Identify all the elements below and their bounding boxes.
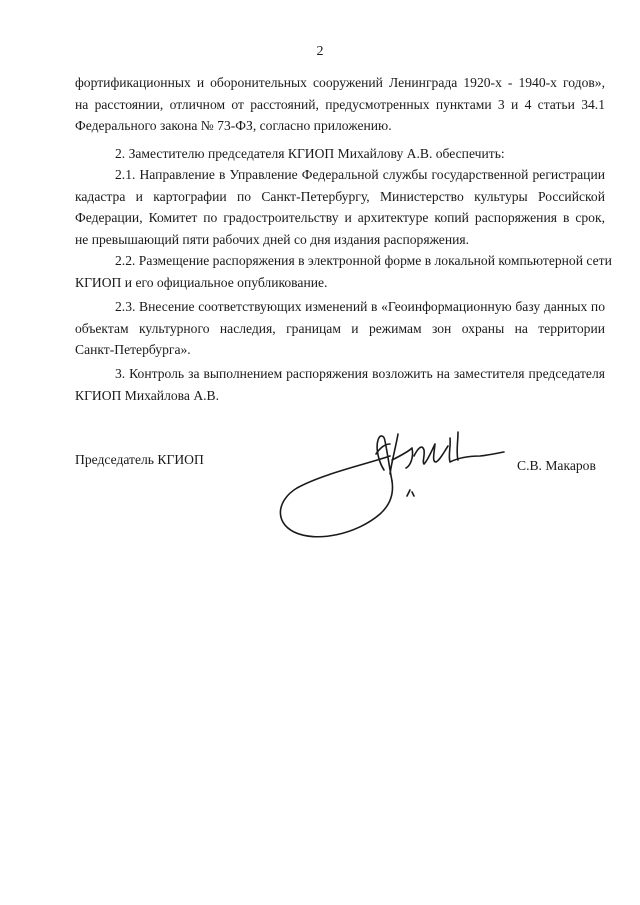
text-line: Санкт-Петербурга». — [75, 342, 191, 357]
text-line: 2.3. Внесение соответствующих изменений в «Геоинформационную базу данных по — [115, 299, 605, 314]
paragraph-item-3 — [75, 363, 605, 406]
paragraph-item-2 — [75, 143, 605, 165]
paragraph-item-2-1 — [75, 164, 605, 250]
text-line: КГИОП и его официальное опубликование. — [75, 274, 328, 290]
paragraph-item-2-3 — [75, 296, 605, 361]
text-line: 2.2. Размещение распоряжения в электронной форме в локальной компьютерной сети — [115, 253, 612, 268]
text-line: объектам культурного наследия, границам и режимам зон охраны на территории — [75, 320, 605, 336]
text-line: не превышающий пяти рабочих дней со дня издания распоряжения. — [75, 231, 470, 247]
text-line: на расстоянии, отличном от расстояний, предусмотренных пунктами 3 и 4 статьи 34.1 — [75, 96, 605, 112]
paragraph-continuation — [75, 72, 605, 137]
text-line: кадастра и картографии по Санкт-Петербургу, Министерство культуры Российской — [75, 188, 605, 204]
text-line: КГИОП Михайлова А.В. — [75, 387, 219, 403]
handwritten-signature — [272, 426, 512, 546]
page-number: 2 — [316, 44, 324, 59]
text-line: 2. Заместителю председателя КГИОП Михайлову А.В. обеспечить: — [115, 146, 505, 161]
signer-role: Председатель КГИОП — [75, 452, 204, 467]
paragraph-item-2-2 — [75, 250, 612, 293]
text-line: фортификационных и оборонительных сооружений Ленинграда 1920-х - 1940-х годов», — [75, 75, 605, 90]
text-line: Федерального закона № 73-ФЗ, согласно приложению. — [75, 118, 392, 133]
signer-name: С.В. Макаров — [517, 458, 596, 473]
text-line: 2.1. Направление в Управление Федеральной службы государственной регистрации — [115, 167, 605, 182]
text-line: 3. Контроль за выполнением распоряжения возложить на заместителя председателя — [115, 366, 605, 381]
text-line: Федерации, Комитет по градостроительству и архитектуре копий распоряжения в срок, — [75, 210, 605, 225]
